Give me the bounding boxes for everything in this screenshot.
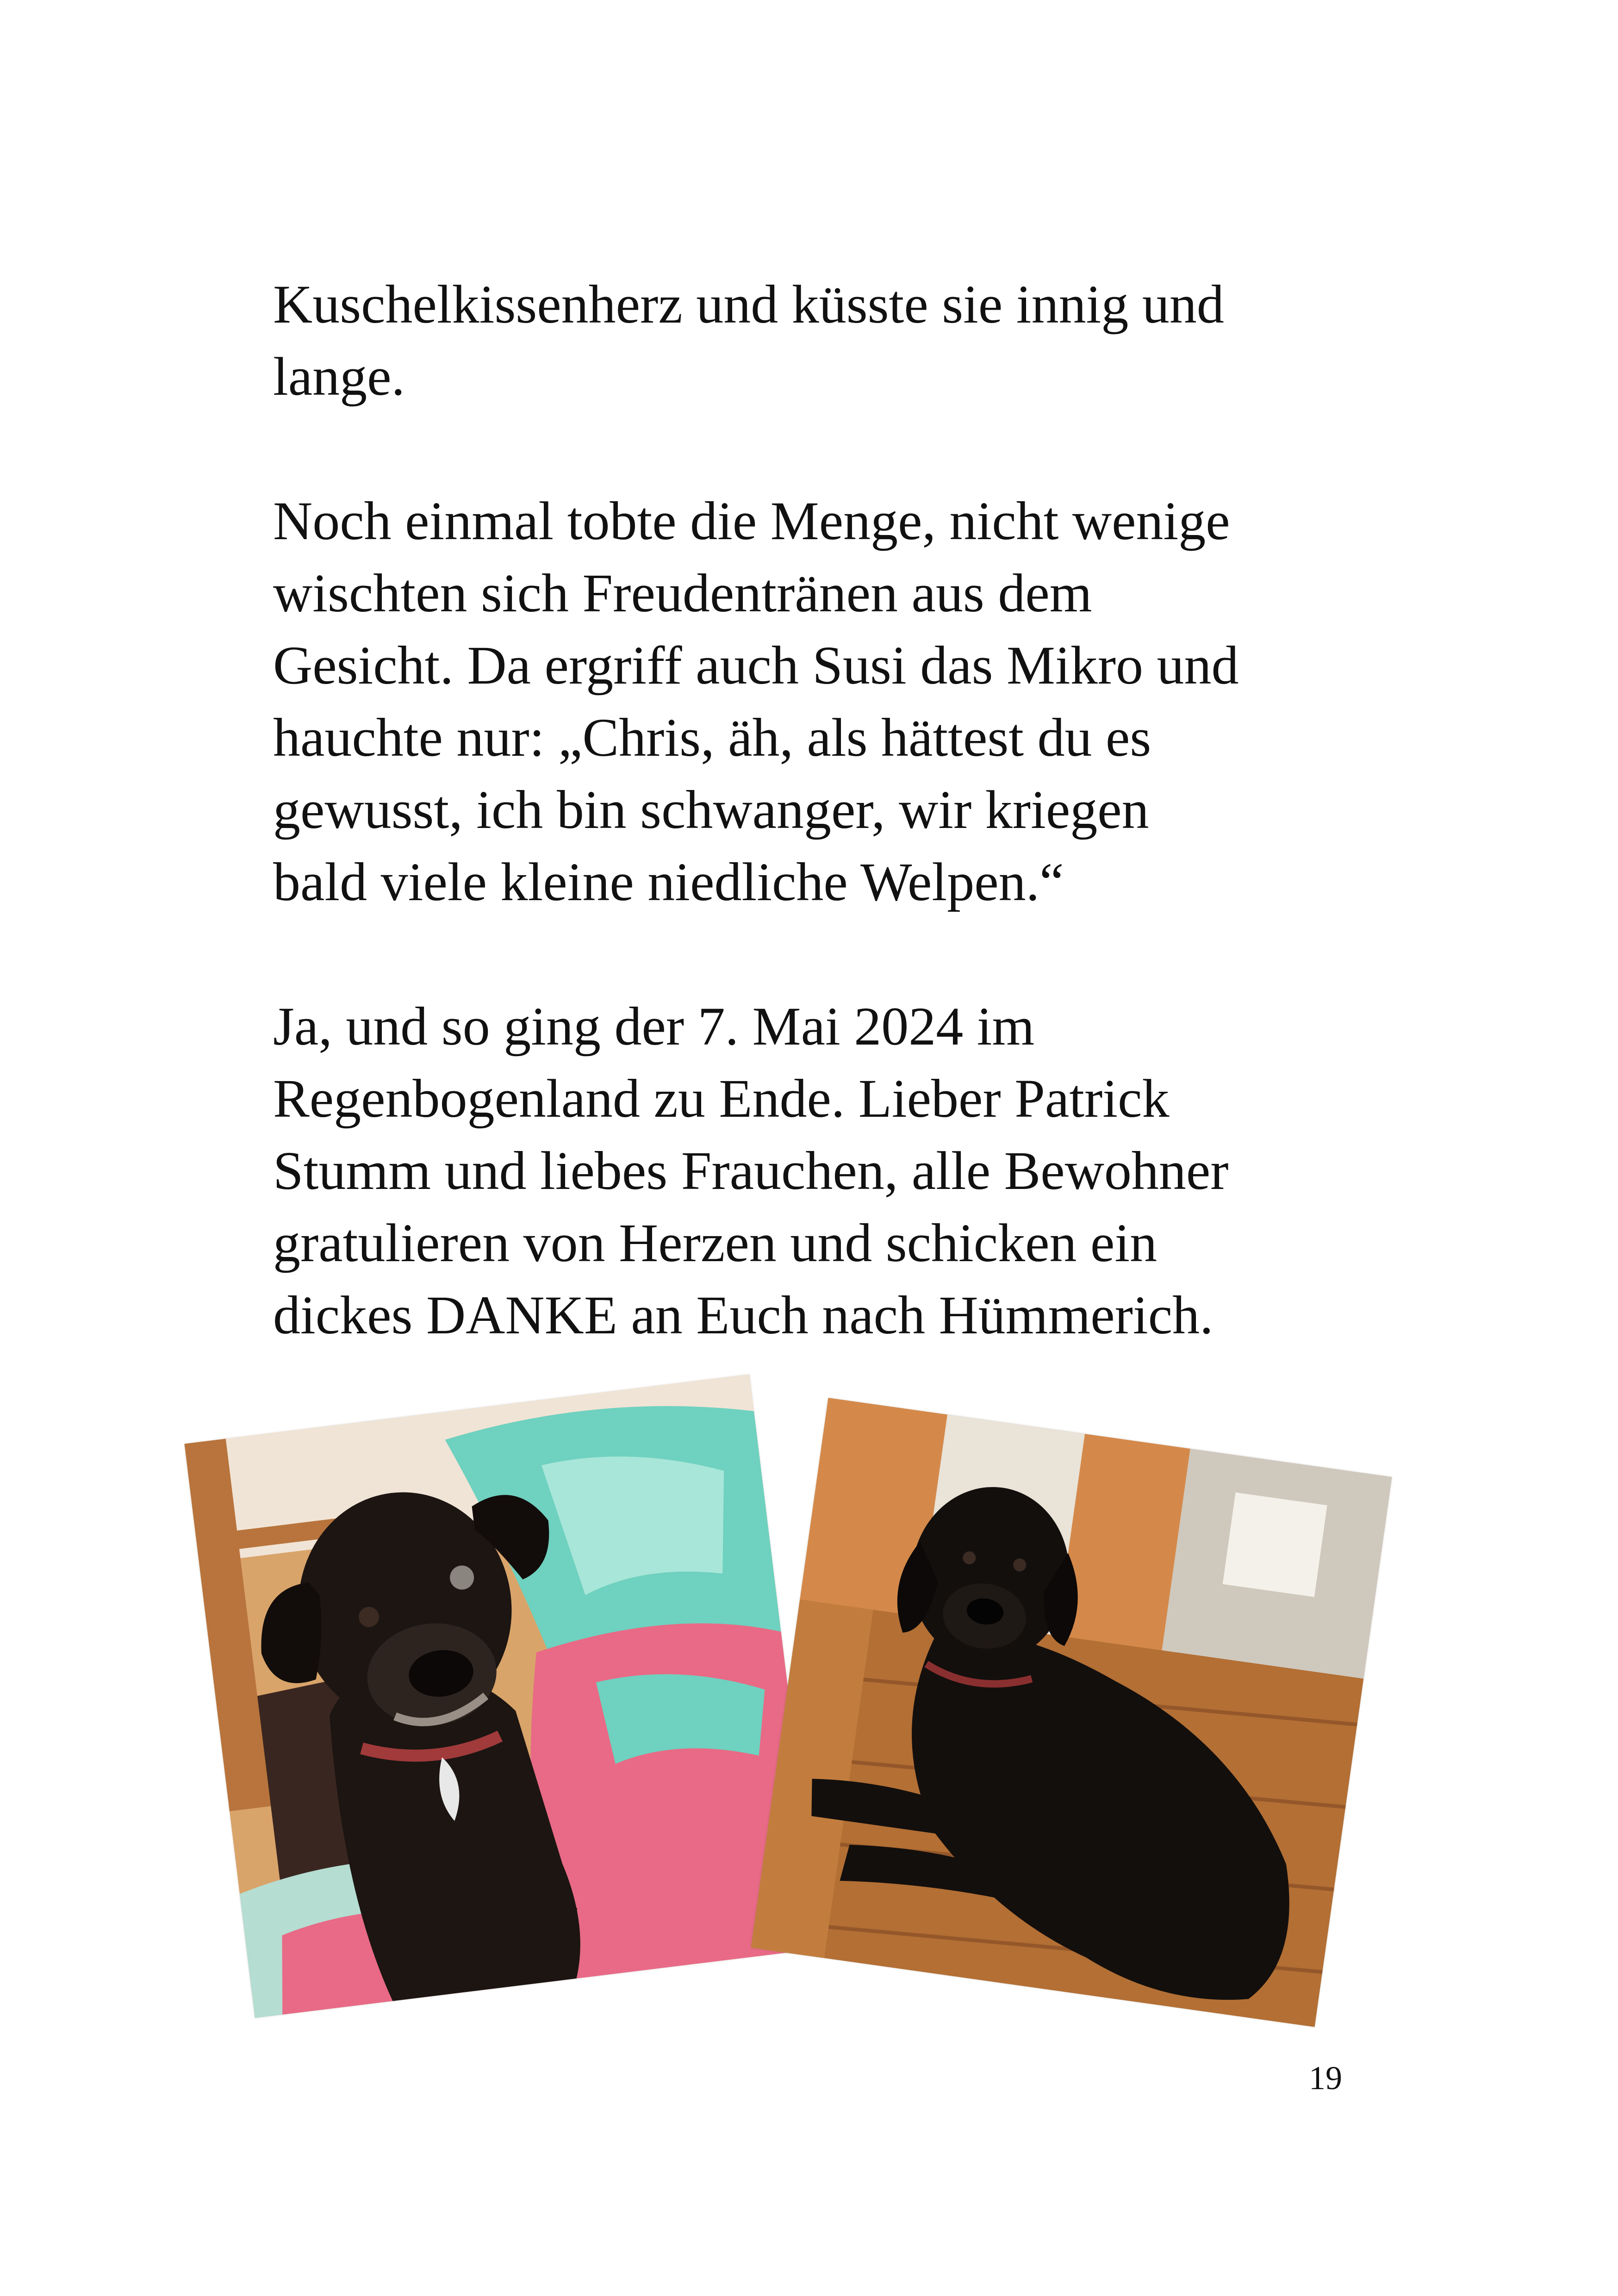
dog-photo-left bbox=[184, 1375, 820, 2018]
text-line: Regenbogenland zu Ende. Lieber Patrick bbox=[273, 1068, 1170, 1129]
text-line: lange. bbox=[273, 346, 405, 407]
dog-photo-left-image bbox=[184, 1375, 820, 2018]
dog-photo-right-image bbox=[751, 1398, 1392, 2027]
page-number: 19 bbox=[1309, 2060, 1342, 2097]
text-line: gewusst, ich bin schwanger, wir kriegen bbox=[273, 779, 1149, 840]
paragraph-1 bbox=[273, 268, 1384, 413]
text-line: Ja, und so ging der 7. Mai 2024 im bbox=[273, 996, 1035, 1057]
text-line: Stumm und liebes Frauchen, alle Bewohner bbox=[273, 1140, 1229, 1201]
text-line: dickes DANKE an Euch nach Hümmerich. bbox=[273, 1285, 1214, 1345]
paragraph-3 bbox=[273, 990, 1384, 1351]
dog-photo-right bbox=[751, 1398, 1392, 2027]
text-line: hauchte nur: „Chris, äh, als hättest du es bbox=[273, 707, 1151, 768]
body-text bbox=[273, 268, 1384, 1424]
text-line: bald viele kleine niedliche Welpen.“ bbox=[273, 852, 1064, 912]
text-line: wischten sich Freudentränen aus dem bbox=[273, 563, 1092, 623]
text-line: Kuschelkissenherz und küsste sie innig und bbox=[273, 274, 1224, 335]
text-line: Gesicht. Da ergriff auch Susi das Mikro und bbox=[273, 635, 1239, 696]
text-line: gratulieren von Herzen und schicken ein bbox=[273, 1213, 1157, 1273]
paragraph-2 bbox=[273, 485, 1384, 918]
text-line: Noch einmal tobte die Menge, nicht wenige bbox=[273, 491, 1230, 551]
